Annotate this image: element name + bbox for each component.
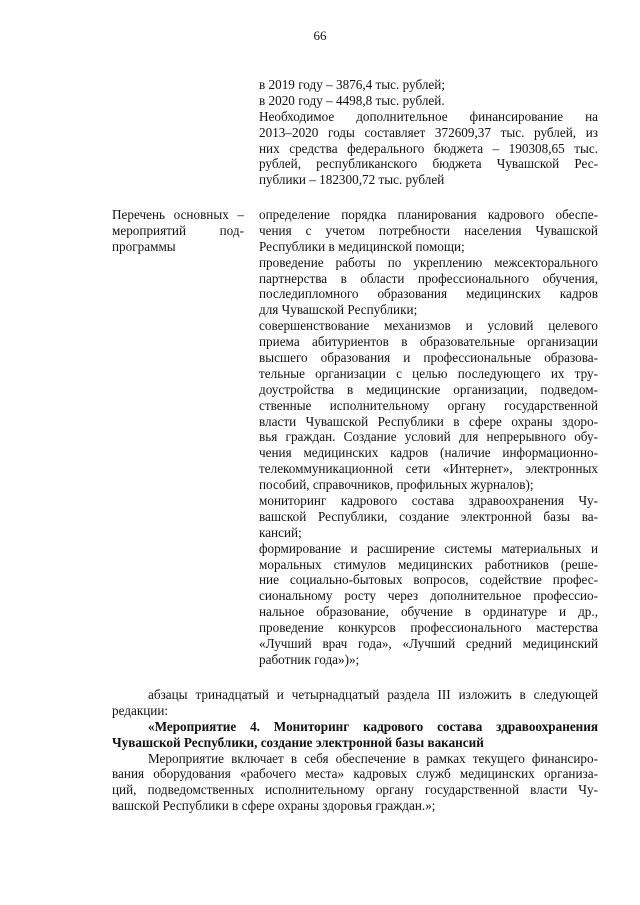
text-line: вья граждан. Создание условий для непрерывного обу- [259, 429, 598, 445]
text-line: моральных стимулов медицинских работников (реше- [259, 556, 598, 572]
text-line: публики – 182300,72 тыс. рублей [259, 172, 445, 188]
text-line: в 2019 году – 3876,4 тыс. рублей; [259, 77, 445, 92]
text-line: сиональному росту через дополнительное профессио- [259, 588, 598, 604]
amendment-section [112, 687, 598, 814]
text-line: ственные исполнительному органу государственной [259, 397, 598, 413]
text-line: кансий; [259, 524, 302, 540]
text-line: пособий, справочников, профильных журналов); [259, 477, 534, 493]
text-line: Республики в медицинской помощи; [259, 238, 465, 254]
text-line: работник года»)»; [259, 651, 360, 667]
text-line: проведение конкурсов профессионального мастерства [259, 620, 598, 636]
text-line: проведение работы по укреплению межсекторального [259, 254, 598, 270]
text-line: «Лучший врач года», «Лучший средний медицинский [259, 636, 598, 652]
text-line: совершенствование механизмов и условий целевого [259, 318, 598, 334]
section-heading-line: Чувашской Республики, создание электронной базы вакансий [112, 734, 484, 750]
text-line: чения с учетом потребности населения Чувашской [259, 222, 598, 238]
text-line: Необходимое дополнительное финансирование на [259, 108, 598, 124]
text-line: мероприятий под- [112, 222, 244, 238]
text-line: партнерства в области профессионального обучения, [259, 270, 598, 286]
text-line: телекоммуникационной сети «Интернет», электронных [259, 461, 598, 477]
text-line: высшего образования и профессиональные образова- [259, 350, 598, 366]
text-line: в 2020 году – 4498,8 тыс. рублей. [259, 92, 445, 108]
text-line: Перечень основных – [112, 207, 244, 222]
text-line: последипломного образования медицинских кадров [259, 286, 598, 302]
text-line: формирование и расширение системы материальных и [259, 540, 598, 556]
funding-paragraph [259, 77, 598, 188]
measures-list [259, 207, 598, 668]
text-line: тельные организации с целью последующего их тру- [259, 365, 598, 381]
text-line: вания оборудования «рабочего места» кадровых служб медицинских организа- [112, 766, 598, 782]
text-line: определение порядка планирования кадрового обеспе- [259, 207, 598, 222]
text-line: приема абитуриентов в образовательные организации [259, 334, 598, 350]
measures-label [112, 207, 244, 255]
text-line: вашской Республики, создание электронной базы ва- [259, 508, 598, 524]
text-line: для Чувашской Республики; [259, 302, 418, 318]
section-heading-line: «Мероприятие 4. Мониторинг кадрового состава здравоохранения [148, 718, 598, 734]
text-line: них средства федерального бюджета – 190308,65 тыс. [259, 140, 598, 156]
text-line: чения медицинских кадров (наличие информационно- [259, 445, 598, 461]
text-line: нальное образование, обучение в ординатуре и др., [259, 604, 598, 620]
text-line: программы [112, 238, 176, 254]
text-line: ций, подведомственных исполнительному органу государственной власти Чу- [112, 782, 598, 798]
text-line: Мероприятие включает в себя обеспечение в рамках текущего финансиро- [148, 750, 598, 766]
text-line: доустройства в медицинские организации, подведом- [259, 381, 598, 397]
text-line: редакции: [112, 702, 169, 718]
text-line: власти Чувашской Республики в сфере охраны здоро- [259, 413, 598, 429]
text-line: мониторинг кадрового состава здравоохранения Чу- [259, 493, 598, 509]
text-line: рублей, республиканского бюджета Чувашской Рес- [259, 156, 598, 172]
text-line: ние социально-бытовых вопросов, содействие профес- [259, 572, 598, 588]
page-number: 66 [313, 28, 327, 43]
text-line: 2013–2020 годы составляет 372609,37 тыс. рублей, из [259, 124, 598, 140]
text-line: вашской Республики в сфере охраны здоровья граждан.»; [112, 798, 436, 814]
text-line: абзацы тринадцатый и четырнадцатый раздела III изложить в следующей [148, 687, 598, 702]
